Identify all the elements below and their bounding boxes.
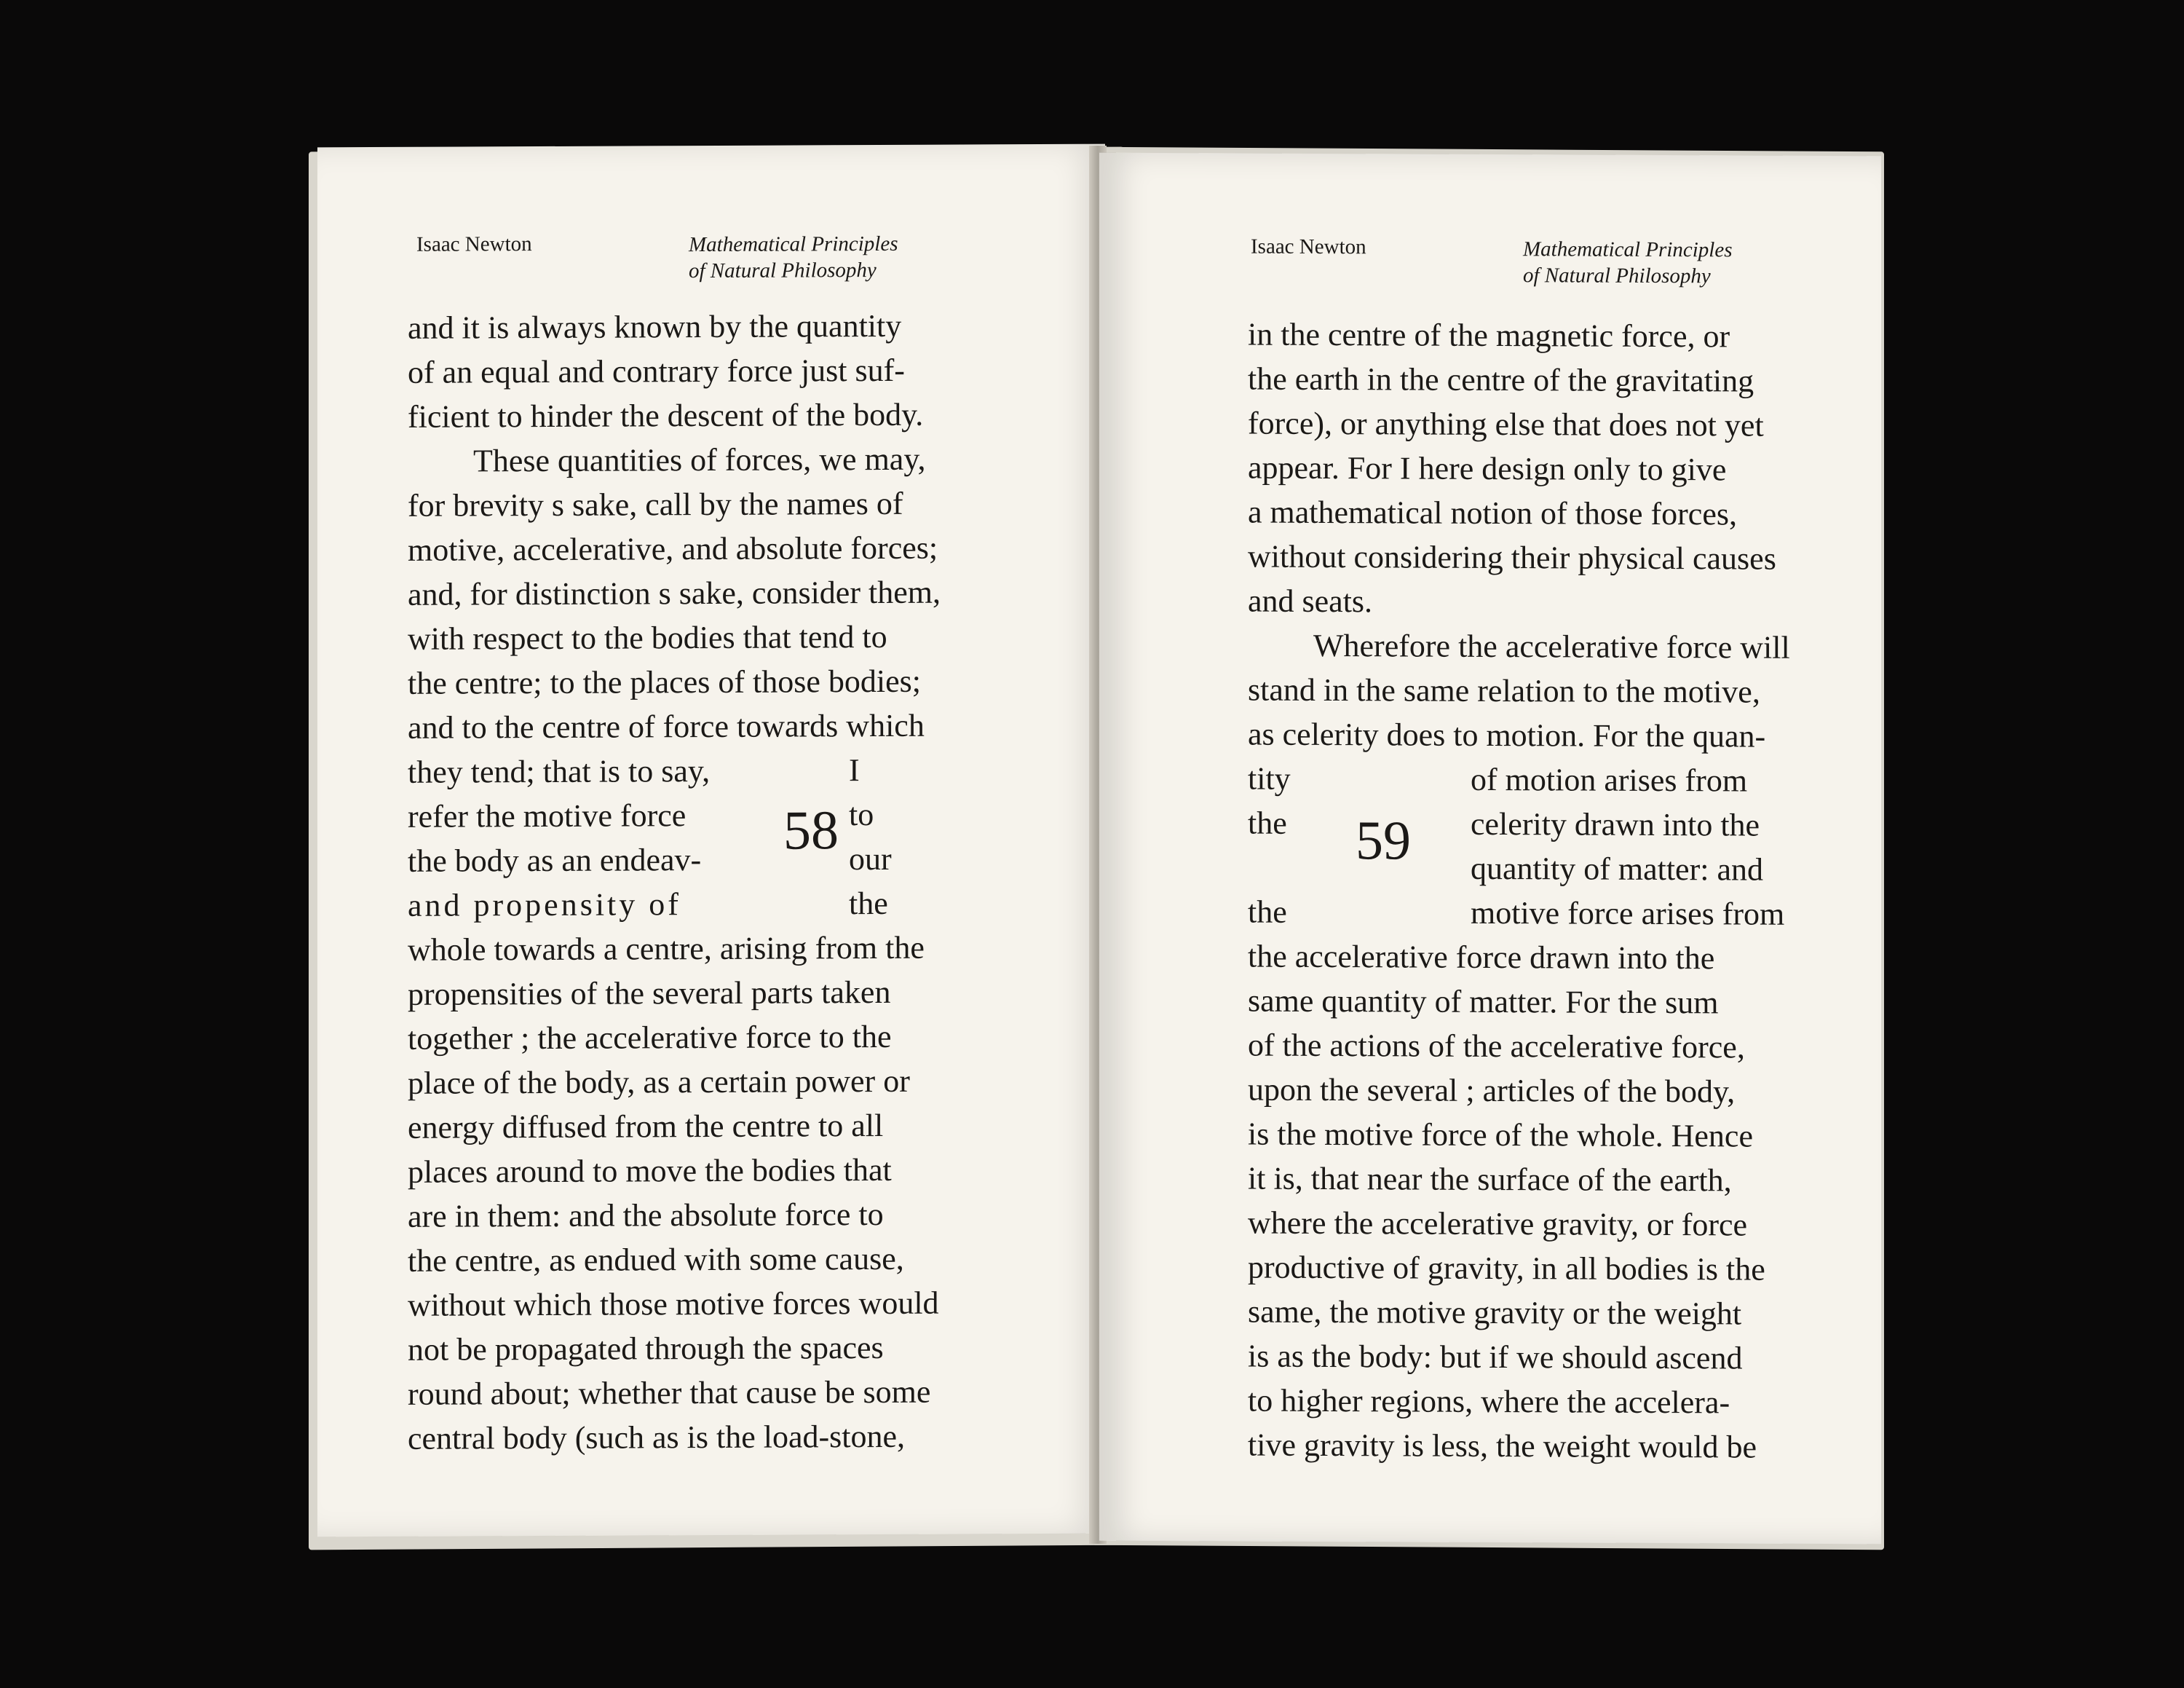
text-line: force), or anything else that does not yet (1248, 405, 1764, 443)
body-text (1248, 312, 1823, 1470)
text-line: These quantities of forces, we may, (473, 441, 926, 479)
wrap-right-text: of motion arises from (1471, 761, 1748, 799)
text-line: are in them: and the absolute force to (408, 1196, 884, 1234)
text-line: ficient to hinder the descent of the body. (408, 396, 924, 435)
text-line: for brevity s sake, call by the names of (408, 485, 903, 524)
wrap-right-text: to (849, 797, 874, 833)
running-header-author: Isaac Newton (1251, 234, 1366, 259)
wrap-line (1248, 757, 1823, 803)
text-line: it is, that near the surface of the earth, (1248, 1160, 1732, 1199)
text-line: of the actions of the accelerative force, (1248, 1027, 1745, 1065)
right-page (1099, 153, 1881, 1545)
page-number: 59 (1356, 810, 1411, 872)
text-line: same, the motive gravity or the weight (1248, 1293, 1742, 1332)
wrap-line (408, 880, 983, 927)
text-line: together ; the accelerative force to the (408, 1018, 892, 1057)
text-line: appear. For I here design only to give (1248, 449, 1727, 488)
text-line: and to the centre of force towards which (408, 707, 925, 746)
page-number: 58 (783, 800, 839, 861)
text-line: is as the body: but if we should ascend (1248, 1338, 1743, 1376)
wrap-left-text: refer the motive force (408, 797, 687, 835)
text-line: of an equal and contrary force just suf- (408, 352, 905, 390)
text-line: productive of gravity, in all bodies is the (1248, 1249, 1765, 1287)
text-line: tive gravity is less, the weight would be (1248, 1427, 1757, 1465)
wrap-line (408, 792, 983, 838)
wrap-right-text: I (849, 752, 860, 789)
wrap-line (408, 836, 983, 883)
text-line: stand in the same relation to the motive, (1248, 671, 1760, 710)
text-line: round about; whether that cause be some (408, 1373, 931, 1412)
text-line: place of the body, as a certain power or (408, 1062, 910, 1101)
wrap-line (1248, 890, 1823, 936)
wrap-line (408, 747, 983, 794)
text-line: with respect to the bodies that tend to (408, 618, 887, 657)
wrap-right-text: quantity of matter: and (1471, 850, 1763, 888)
text-line: whole towards a centre, arising from the (408, 929, 925, 968)
text-line: a mathematical notion of those forces, (1248, 494, 1737, 532)
wrap-left-text: the (1248, 805, 1287, 841)
text-line: the centre, as endued with some cause, (408, 1240, 904, 1279)
running-header-title-line-1: Mathematical Principles (689, 232, 898, 257)
wrap-line (1248, 801, 1823, 848)
text-line: the accelerative force drawn into the (1248, 938, 1715, 977)
wrap-right-text: celerity drawn into the (1471, 805, 1760, 843)
wrap-left-text: tity (1248, 760, 1291, 797)
body-text (408, 303, 983, 1460)
text-line: upon the several ; articles of the body, (1248, 1071, 1736, 1110)
text-line: central body (such as is the load-stone, (408, 1418, 906, 1456)
text-line: and, for distinction s sake, consider them, (408, 574, 941, 612)
running-header-title-line-2: of Natural Philosophy (1523, 264, 1711, 288)
wrap-left-text: they tend; that is to say, (408, 753, 711, 790)
wrap-left-text: the (1248, 894, 1287, 930)
text-line: same quantity of matter. For the sum (1248, 982, 1719, 1021)
text-line: without which those motive forces would (408, 1285, 939, 1323)
wrap-line (1248, 845, 1823, 892)
text-line: energy diffused from the centre to all (408, 1107, 884, 1145)
running-header-author: Isaac Newton (416, 232, 532, 256)
text-line: and seats. (1248, 583, 1373, 620)
wrap-left-text: the body as an endeav- (408, 842, 702, 879)
wrap-left-text: and propensity of (408, 886, 681, 923)
running-header-title-line-2: of Natural Philosophy (689, 259, 877, 283)
running-header-title (689, 231, 898, 284)
text-line: not be propagated through the spaces (408, 1329, 884, 1368)
text-line: places around to move the bodies that (408, 1151, 892, 1190)
text-line: propensities of the several parts taken (408, 974, 891, 1012)
text-line: without considering their physical causes (1248, 538, 1776, 577)
text-line: as celerity does to motion. For the quan- (1248, 716, 1766, 754)
running-header-title (1523, 236, 1733, 289)
wrap-right-text: our (849, 840, 892, 877)
text-line: in the centre of the magnetic force, or (1248, 316, 1730, 355)
text-line: the centre; to the places of those bodies; (408, 663, 921, 701)
text-line: is the motive force of the whole. Hence (1248, 1116, 1753, 1154)
text-line: and it is always known by the quantity (408, 307, 902, 346)
text-line: where the accelerative gravity, or force (1248, 1204, 1748, 1243)
text-line: Wherefore the accelerative force will (1313, 627, 1790, 666)
running-header-title-line-1: Mathematical Principles (1523, 237, 1733, 262)
text-line: motive, accelerative, and absolute forces; (408, 529, 938, 568)
text-line: to higher regions, where the accelera- (1248, 1382, 1730, 1421)
text-line: the earth in the centre of the gravitating (1248, 360, 1754, 399)
wrap-right-text: motive force arises from (1471, 894, 1785, 932)
wrap-right-text: the (849, 885, 888, 922)
left-page (317, 144, 1105, 1537)
